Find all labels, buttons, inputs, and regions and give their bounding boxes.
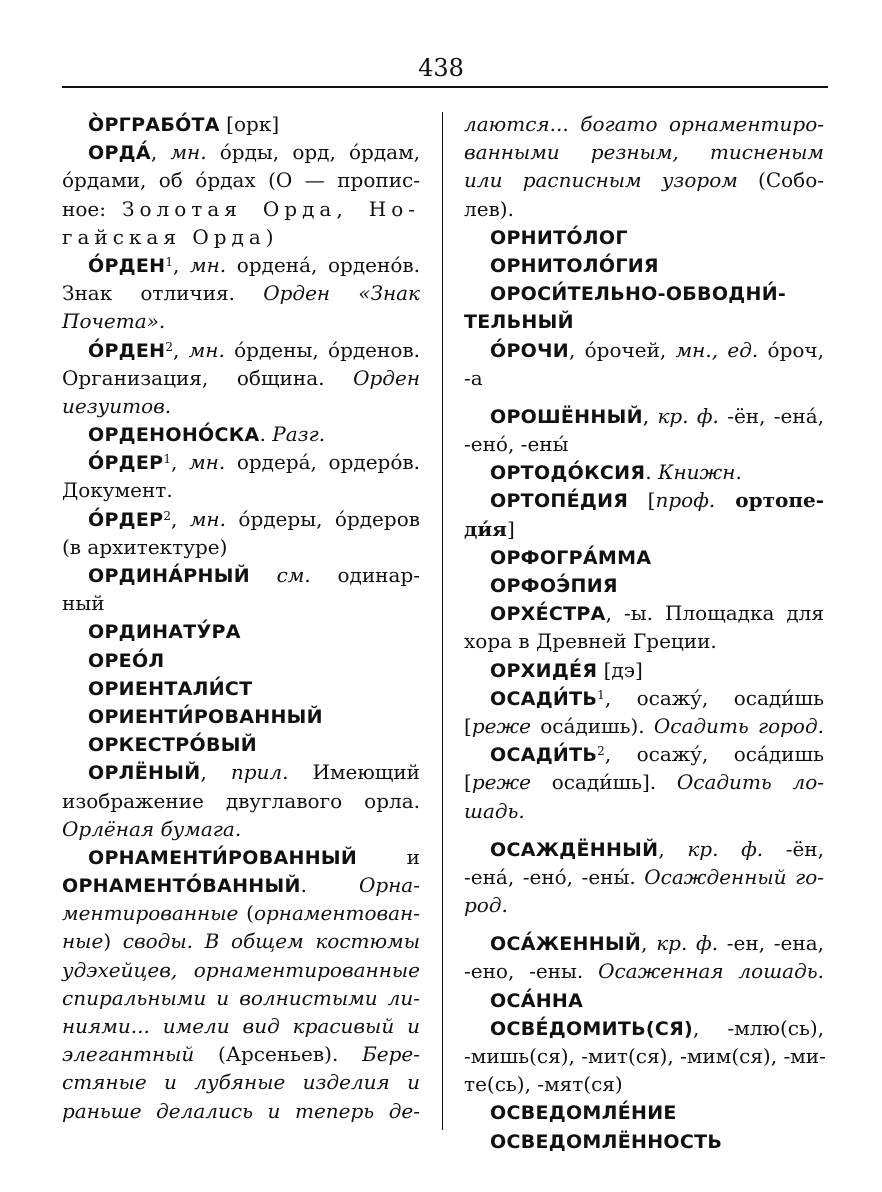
headword: ОРХЕ́СТРА <box>490 603 606 626</box>
text-run: кр. ф. <box>687 836 764 861</box>
text-run: ниями... имели вид красивый и <box>62 1014 420 1038</box>
text-run: , <box>642 403 658 428</box>
text-line <box>62 1097 420 1125</box>
headword: О́РДЕР <box>88 452 164 475</box>
text-run: [ <box>464 770 472 795</box>
text-line <box>62 448 420 476</box>
text-line <box>464 515 824 543</box>
text-run: те(сь), -мят(ся) <box>464 1072 623 1097</box>
headword: ОСА́ННА <box>490 989 584 1012</box>
text-run: , <box>171 450 190 475</box>
text-line <box>62 307 420 335</box>
text-run: , <box>171 506 190 531</box>
text-line <box>464 684 824 712</box>
text-line <box>464 656 824 684</box>
text-run: -мишь(ся), -мит(ся), -мим(ся), -ми- <box>464 1044 826 1068</box>
text-run: , -ы. Площадка для <box>605 601 824 626</box>
text-line <box>464 251 824 279</box>
text-line <box>464 740 824 768</box>
text-line <box>464 768 824 796</box>
text-run: одинар- <box>310 563 420 587</box>
text-run: , <box>658 836 688 861</box>
right-column <box>464 110 824 1155</box>
headword: ОРДЕНОНО́СКА <box>88 424 260 447</box>
homonym-index: 1 <box>165 254 174 269</box>
text-run: . <box>300 873 359 898</box>
text-run <box>250 563 277 587</box>
headword: ОРНАМЕНТО́ВАННЫЙ <box>62 875 301 898</box>
header-rule <box>62 86 828 88</box>
text-line <box>62 617 420 645</box>
headword: ОРОСИ́ТЕЛЬНО-ОБВОДНИ́- <box>490 283 787 306</box>
text-run: , <box>200 760 231 785</box>
text-line <box>464 986 824 1014</box>
text-run: , <box>173 337 189 362</box>
text-run: спиральными и волнистыми ли- <box>62 985 420 1010</box>
text-line <box>62 787 420 815</box>
headword: ОРДА́ <box>88 142 151 165</box>
headword: ОРЛЁНЫЙ <box>88 762 201 785</box>
text-run: раньше делались и теперь де- <box>62 1098 420 1123</box>
text-line <box>62 956 420 984</box>
text-line <box>62 223 420 251</box>
left-column <box>62 110 420 1125</box>
text-run: -ено, -ены. <box>464 959 599 984</box>
text-line <box>62 927 420 955</box>
text-run: (Собо- <box>737 168 824 193</box>
text-run: (Арсеньев). <box>194 1042 363 1067</box>
text-run: ментированные <box>62 901 239 926</box>
text-run: кр. ф. <box>657 403 719 428</box>
text-run: Золотая Орда, Но- <box>122 196 420 221</box>
text-run: ные <box>62 929 104 954</box>
text-run: . <box>645 460 658 485</box>
text-run: , осажу́, осади́шь <box>604 685 824 710</box>
text-run: лаются... богато орнаментиро- <box>464 112 824 136</box>
headword: О́РДЕР <box>88 508 164 531</box>
text-line <box>464 627 824 655</box>
headword: О̀РГРАБО́ТА <box>88 114 220 136</box>
text-run: удэхейцев, орнаментированные <box>62 957 420 982</box>
homonym-index: 2 <box>597 744 605 759</box>
text-run: своды. В общем костюмы <box>122 929 420 954</box>
text-line <box>62 871 420 899</box>
text-run: и <box>357 844 420 869</box>
headword: ОСА́ЖЕННЫЙ <box>490 933 642 956</box>
text-run: Бере- <box>362 1042 420 1067</box>
text-line <box>464 712 824 740</box>
text-run: род. <box>464 893 508 918</box>
text-line <box>464 430 824 458</box>
text-line <box>464 223 824 251</box>
text-line <box>464 402 824 430</box>
text-run: мн. <box>189 506 226 531</box>
headword: ОРНИТО́ЛОГ <box>490 226 628 249</box>
homonym-index: 1 <box>163 452 172 467</box>
text-line <box>62 1068 420 1096</box>
text-run: [орк] <box>219 112 280 136</box>
text-run: Орден «Знак <box>263 281 420 306</box>
text-run: [ <box>464 713 472 738</box>
headword: ОРХИДЕ́Я <box>490 659 598 682</box>
text-run: Осаженная лошадь. <box>598 959 824 984</box>
text-run: Разг. <box>272 422 326 447</box>
text-run: -а <box>464 365 483 390</box>
headword: ОРТОДО́КСИЯ <box>490 462 646 485</box>
text-line <box>62 392 420 420</box>
text-run: изображение двуглавого орла. <box>62 788 420 813</box>
text-line <box>62 674 420 702</box>
text-run: Осадить город. <box>653 713 824 738</box>
text-run: Осадить ло- <box>676 770 825 795</box>
text-line <box>464 1014 824 1042</box>
text-run: или расписным узором <box>464 168 738 193</box>
text-run: хора в Древней Греции. <box>464 629 717 654</box>
text-run: , осажу́, оса́дишь <box>604 742 824 767</box>
text-line <box>62 336 420 364</box>
text-run: -ено́, -ены́ <box>464 432 569 457</box>
headword: ОРФОЭ́ПИЯ <box>490 575 618 597</box>
text-line <box>62 843 420 871</box>
text-run: Организация, община. <box>62 365 354 390</box>
text-run: мн. <box>188 337 225 362</box>
text-line <box>464 279 824 307</box>
text-line <box>464 195 824 223</box>
text-line <box>464 364 824 392</box>
text-line <box>464 1098 824 1126</box>
text-line <box>464 1070 824 1098</box>
headword: ОСАДИ́ТЬ <box>490 744 598 767</box>
text-run: элегантный <box>62 1042 195 1067</box>
headword: О́РДЕН <box>88 339 166 362</box>
text-line <box>62 420 420 448</box>
text-run: прил. <box>230 760 289 785</box>
headword: ОСАДИ́ТЬ <box>490 687 598 710</box>
text-line <box>464 486 824 514</box>
column-divider <box>442 112 443 1130</box>
text-line <box>62 505 420 533</box>
text-line <box>62 646 420 674</box>
headword: ОРДИНА́РНЫЙ <box>88 565 250 587</box>
text-run: Осажденный го- <box>644 864 824 889</box>
text-run: , <box>641 931 657 956</box>
text-run: Орлёная бумага. <box>62 816 242 841</box>
text-run: орнаментован- <box>253 901 420 926</box>
text-line <box>464 891 824 919</box>
headword: ОСВЕДОМЛЕ́НИЕ <box>490 1102 677 1125</box>
text-line <box>62 758 420 786</box>
text-line <box>62 364 420 392</box>
text-run: шадь. <box>464 798 525 823</box>
text-run: -ен, -ена, <box>718 931 824 956</box>
text-line <box>62 476 420 504</box>
text-line <box>62 899 420 927</box>
text-run: -ён, <box>763 836 824 861</box>
text-run: о́рдеры, о́рдеров <box>225 506 420 531</box>
text-run: . <box>259 422 273 447</box>
text-run: о́рды, орд, о́рдам, <box>206 140 420 165</box>
text-run: мн. <box>189 450 226 475</box>
text-run: , -млю(сь), <box>693 1015 824 1040</box>
headword: ОСВЕДОМЛЁННОСТЬ <box>490 1130 723 1153</box>
text-run: Орна- <box>358 873 420 898</box>
text-run: [ <box>628 488 656 513</box>
text-run: Орден <box>353 365 420 390</box>
text-run: , <box>150 140 171 165</box>
text-line <box>62 1040 420 1068</box>
text-run: Имеющий <box>288 760 421 785</box>
headword: ТЕЛЬНЫЙ <box>464 311 574 334</box>
headword: ОРОШЁННЫЙ <box>490 405 643 428</box>
text-run: мн. <box>190 252 227 277</box>
paragraph-gap <box>464 392 824 402</box>
homonym-index: 2 <box>163 508 172 523</box>
homonym-index: 1 <box>597 687 605 702</box>
headword: ОРФОГРА́ММА <box>490 546 652 569</box>
headword: ОРКЕСТРО́ВЫЙ <box>88 734 257 757</box>
text-run: ное: <box>62 196 122 221</box>
text-run: осади́шь]. <box>531 770 677 795</box>
text-run: -ена́, -ено́, -ены́. <box>464 864 645 889</box>
text-run: Книжн. <box>658 460 742 485</box>
text-run: о́роч, <box>758 337 825 362</box>
headword: ОРИЕНТИ́РОВАННЫЙ <box>88 705 323 728</box>
text-run: о́рдены, о́рденов. <box>224 337 421 362</box>
text-line <box>62 1012 420 1040</box>
text-run: Знак отличия. <box>62 281 264 306</box>
paragraph-gap <box>464 919 824 929</box>
text-run: Документ. <box>62 478 173 503</box>
text-line <box>464 957 824 985</box>
headword: О́РДЕН <box>88 254 166 277</box>
headword: ОРНИТОЛО́ГИЯ <box>490 254 659 277</box>
text-run: ный <box>62 591 105 616</box>
text-line <box>464 543 824 571</box>
text-run: лев). <box>464 196 514 221</box>
text-line <box>464 336 824 364</box>
text-line <box>62 702 420 730</box>
text-run: ванными резным, тисненым <box>464 140 824 165</box>
text-line <box>464 307 824 335</box>
text-line <box>464 929 824 957</box>
text-run: [дэ] <box>597 657 643 682</box>
text-run: проф. <box>655 488 716 513</box>
text-line <box>62 730 420 758</box>
text-run: стяные и лубяные изделия и <box>62 1070 420 1095</box>
text-line <box>62 589 420 617</box>
text-run: ди́я <box>464 516 507 541</box>
text-run: реже <box>471 770 532 795</box>
text-line <box>62 166 420 194</box>
text-run: иезуитов. <box>62 393 172 418</box>
text-line <box>464 797 824 825</box>
text-run: , <box>173 252 191 277</box>
text-line <box>464 458 824 486</box>
text-run: мн., ед. <box>675 337 759 362</box>
text-run: кр. ф. <box>656 931 719 956</box>
text-run: гайская Орда <box>62 224 266 249</box>
text-run: ) <box>265 224 274 249</box>
text-run: Почета». <box>62 309 166 334</box>
headword: ОСВЕ́ДОМИТЬ(СЯ) <box>490 1017 694 1040</box>
text-run: ( <box>238 901 254 926</box>
text-run: ] <box>506 516 515 541</box>
text-line <box>62 138 420 166</box>
text-line <box>62 984 420 1012</box>
text-run: , о́рочей, <box>568 337 676 362</box>
text-line <box>464 599 824 627</box>
text-line <box>62 195 420 223</box>
headword: ОСАЖДЁННЫЙ <box>490 838 659 861</box>
paragraph-gap <box>464 825 824 835</box>
text-line <box>62 110 420 138</box>
homonym-index: 2 <box>165 339 174 354</box>
headword: ОРЕО́Л <box>88 649 165 672</box>
text-run: реже <box>471 713 532 738</box>
text-line <box>62 815 420 843</box>
text-run: оса́дишь). <box>531 713 654 738</box>
text-run: ордена́, ордено́в. <box>226 252 421 277</box>
text-line <box>464 110 824 138</box>
text-run: -ён, -ена́, <box>718 403 824 428</box>
text-line <box>464 1042 824 1070</box>
text-run: ордера́, ордеро́в. <box>225 450 421 475</box>
text-run: мн. <box>170 140 207 165</box>
text-line <box>464 835 824 863</box>
text-line <box>62 279 420 307</box>
page-number: 438 <box>418 54 464 82</box>
text-run: ) <box>103 929 123 954</box>
text-line <box>62 533 420 561</box>
text-line <box>464 1127 824 1155</box>
text-line <box>464 138 824 166</box>
headword: О́РОЧИ <box>490 339 569 362</box>
headword: ОРДИНАТУ́РА <box>88 621 241 644</box>
text-line <box>62 251 420 279</box>
text-line <box>464 571 824 599</box>
headword: ОРНАМЕНТИ́РОВАННЫЙ <box>88 846 358 869</box>
text-run: см. <box>276 563 311 587</box>
text-run: (в архитектуре) <box>62 534 228 559</box>
headword: ОРТОПЕ́ДИЯ <box>490 490 629 513</box>
text-run: о́рдами, об о́рдах (О — пропис- <box>62 168 420 193</box>
headword: ОРИЕНТАЛИ́СТ <box>88 677 253 700</box>
text-run: ортопе- <box>715 488 824 513</box>
text-line <box>464 863 824 891</box>
text-line <box>62 561 420 589</box>
text-line <box>464 166 824 194</box>
